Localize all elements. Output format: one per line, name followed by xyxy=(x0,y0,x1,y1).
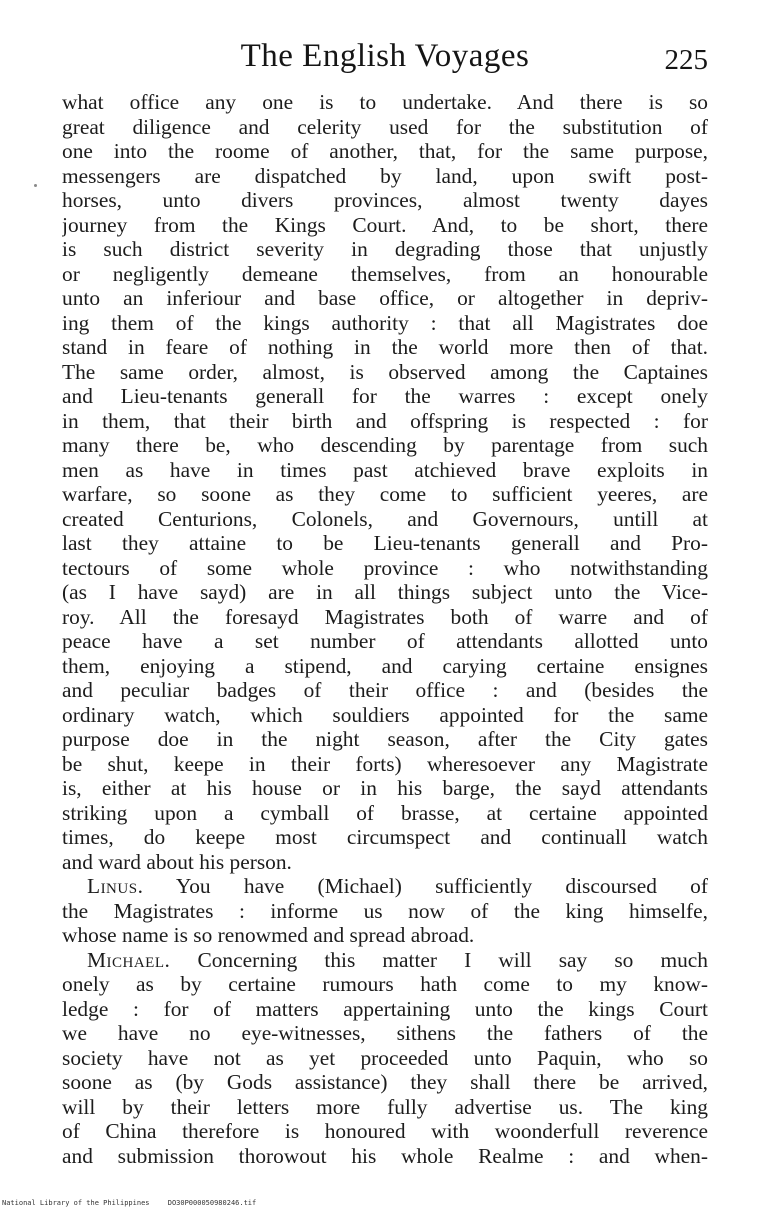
text-line: is, either at his house or in his barge, the sayd attendants xyxy=(62,776,708,800)
text-line: great diligence and celerity used for the substitution of xyxy=(62,114,708,139)
text-line: is such district severity in degrading those that unjustly xyxy=(62,237,708,261)
footer-library: National Library of the Philippines xyxy=(2,1199,150,1207)
text-line: soone as (by Gods assistance) they shall there be arrived, xyxy=(62,1070,708,1094)
text-line: ordinary watch, which souldiers appointed for the same xyxy=(62,702,708,727)
text-line: will by their letters more fully advertise us. The king xyxy=(62,1094,708,1119)
text-line: ledge : for of matters appertaining unto the kings Court xyxy=(62,996,708,1021)
text-line: we have no eye-witnesses, sithens the fathers of the xyxy=(62,1021,708,1045)
page-number: 225 xyxy=(664,44,708,76)
text-line: onely as by certaine rumours hath come to my know- xyxy=(62,972,708,996)
dialogue-line-linus xyxy=(62,874,708,899)
text-line: roy. All the foresayd Magistrates both of warre and of xyxy=(62,604,708,629)
text-line: messengers are dispatched by land, upon swift post- xyxy=(62,163,708,188)
running-head xyxy=(62,38,708,86)
text-line: them, enjoying a stipend, and carying certaine ensignes xyxy=(62,653,708,678)
text-line: striking upon a cymball of brasse, at certaine appointed xyxy=(62,800,708,825)
text-line: in them, that their birth and offspring is respected : for xyxy=(62,408,708,433)
speaker-michael: Michael. xyxy=(87,947,171,972)
text-line: purpose doe in the night season, after the City gates xyxy=(62,727,708,751)
running-title: The English Voyages xyxy=(240,38,530,74)
text-line: journey from the Kings Court. And, to be short, there xyxy=(62,212,708,237)
text-line: or negligently demeane themselves, from an honourable xyxy=(62,261,708,286)
text-line: last they attaine to be Lieu-tenants generall and Pro- xyxy=(62,531,708,555)
text-line: the Magistrates : informe us now of the king himselfe, xyxy=(62,898,708,923)
text-line: and peculiar badges of their office : and (besides the xyxy=(62,678,708,702)
text-line: and ward about his person. xyxy=(62,849,292,874)
text-line: what office any one is to undertake. And there is so xyxy=(62,90,708,114)
text-line: whose name is so renowmed and spread abroad. xyxy=(62,923,475,947)
text-line: of China therefore is honoured with woonderfull reverence xyxy=(62,1119,708,1143)
text-line: men as have in times past atchieved brave exploits in xyxy=(62,457,708,482)
text-line: stand in feare of nothing in the world more then of that. xyxy=(62,335,708,359)
scan-footer xyxy=(2,1199,256,1207)
margin-speck xyxy=(34,184,37,187)
text-line: The same order, almost, is observed among the Captaines xyxy=(62,359,708,384)
linus-text: You have (Michael) sufficiently discoursed of xyxy=(175,874,708,898)
text-line: one into the roome of another, that, for the same purpose, xyxy=(62,139,708,163)
text-line: ing them of the kings authority : that all Magistrates doe xyxy=(62,310,708,335)
text-line: and Lieu-tenants generall for the warres : except onely xyxy=(62,384,708,408)
dialogue-line-michael xyxy=(62,948,708,973)
footer-file: DO30P000050980246.tif xyxy=(167,1199,257,1207)
text-line: and submission thorowout his whole Realme : and when- xyxy=(62,1143,708,1168)
text-line: be shut, keepe in their forts) wheresoever any Magistrate xyxy=(62,751,708,776)
text-line: (as I have sayd) are in all things subject unto the Vice- xyxy=(62,580,708,604)
text-line: peace have a set number of attendants allotted unto xyxy=(62,629,708,653)
text-line: horses, unto divers provinces, almost twenty dayes xyxy=(62,188,708,212)
speaker-linus: Linus. xyxy=(87,874,144,898)
text-line: tectours of some whole province : who notwithstanding xyxy=(62,555,708,580)
text-line: created Centurions, Colonels, and Governours, untill at xyxy=(62,506,708,531)
text-line: warfare, so soone as they come to sufficient yeeres, are xyxy=(62,482,708,506)
text-line: society have not as yet proceeded unto Paquin, who so xyxy=(62,1045,708,1070)
text-line: many there be, who descending by parentage from such xyxy=(62,433,708,457)
text-line: unto an inferiour and base office, or altogether in depriv- xyxy=(62,286,708,310)
michael-text: Concerning this matter I will say so much xyxy=(197,947,708,972)
body-text xyxy=(62,90,708,1168)
text-line: times, do keepe most circumspect and continuall watch xyxy=(62,825,708,849)
